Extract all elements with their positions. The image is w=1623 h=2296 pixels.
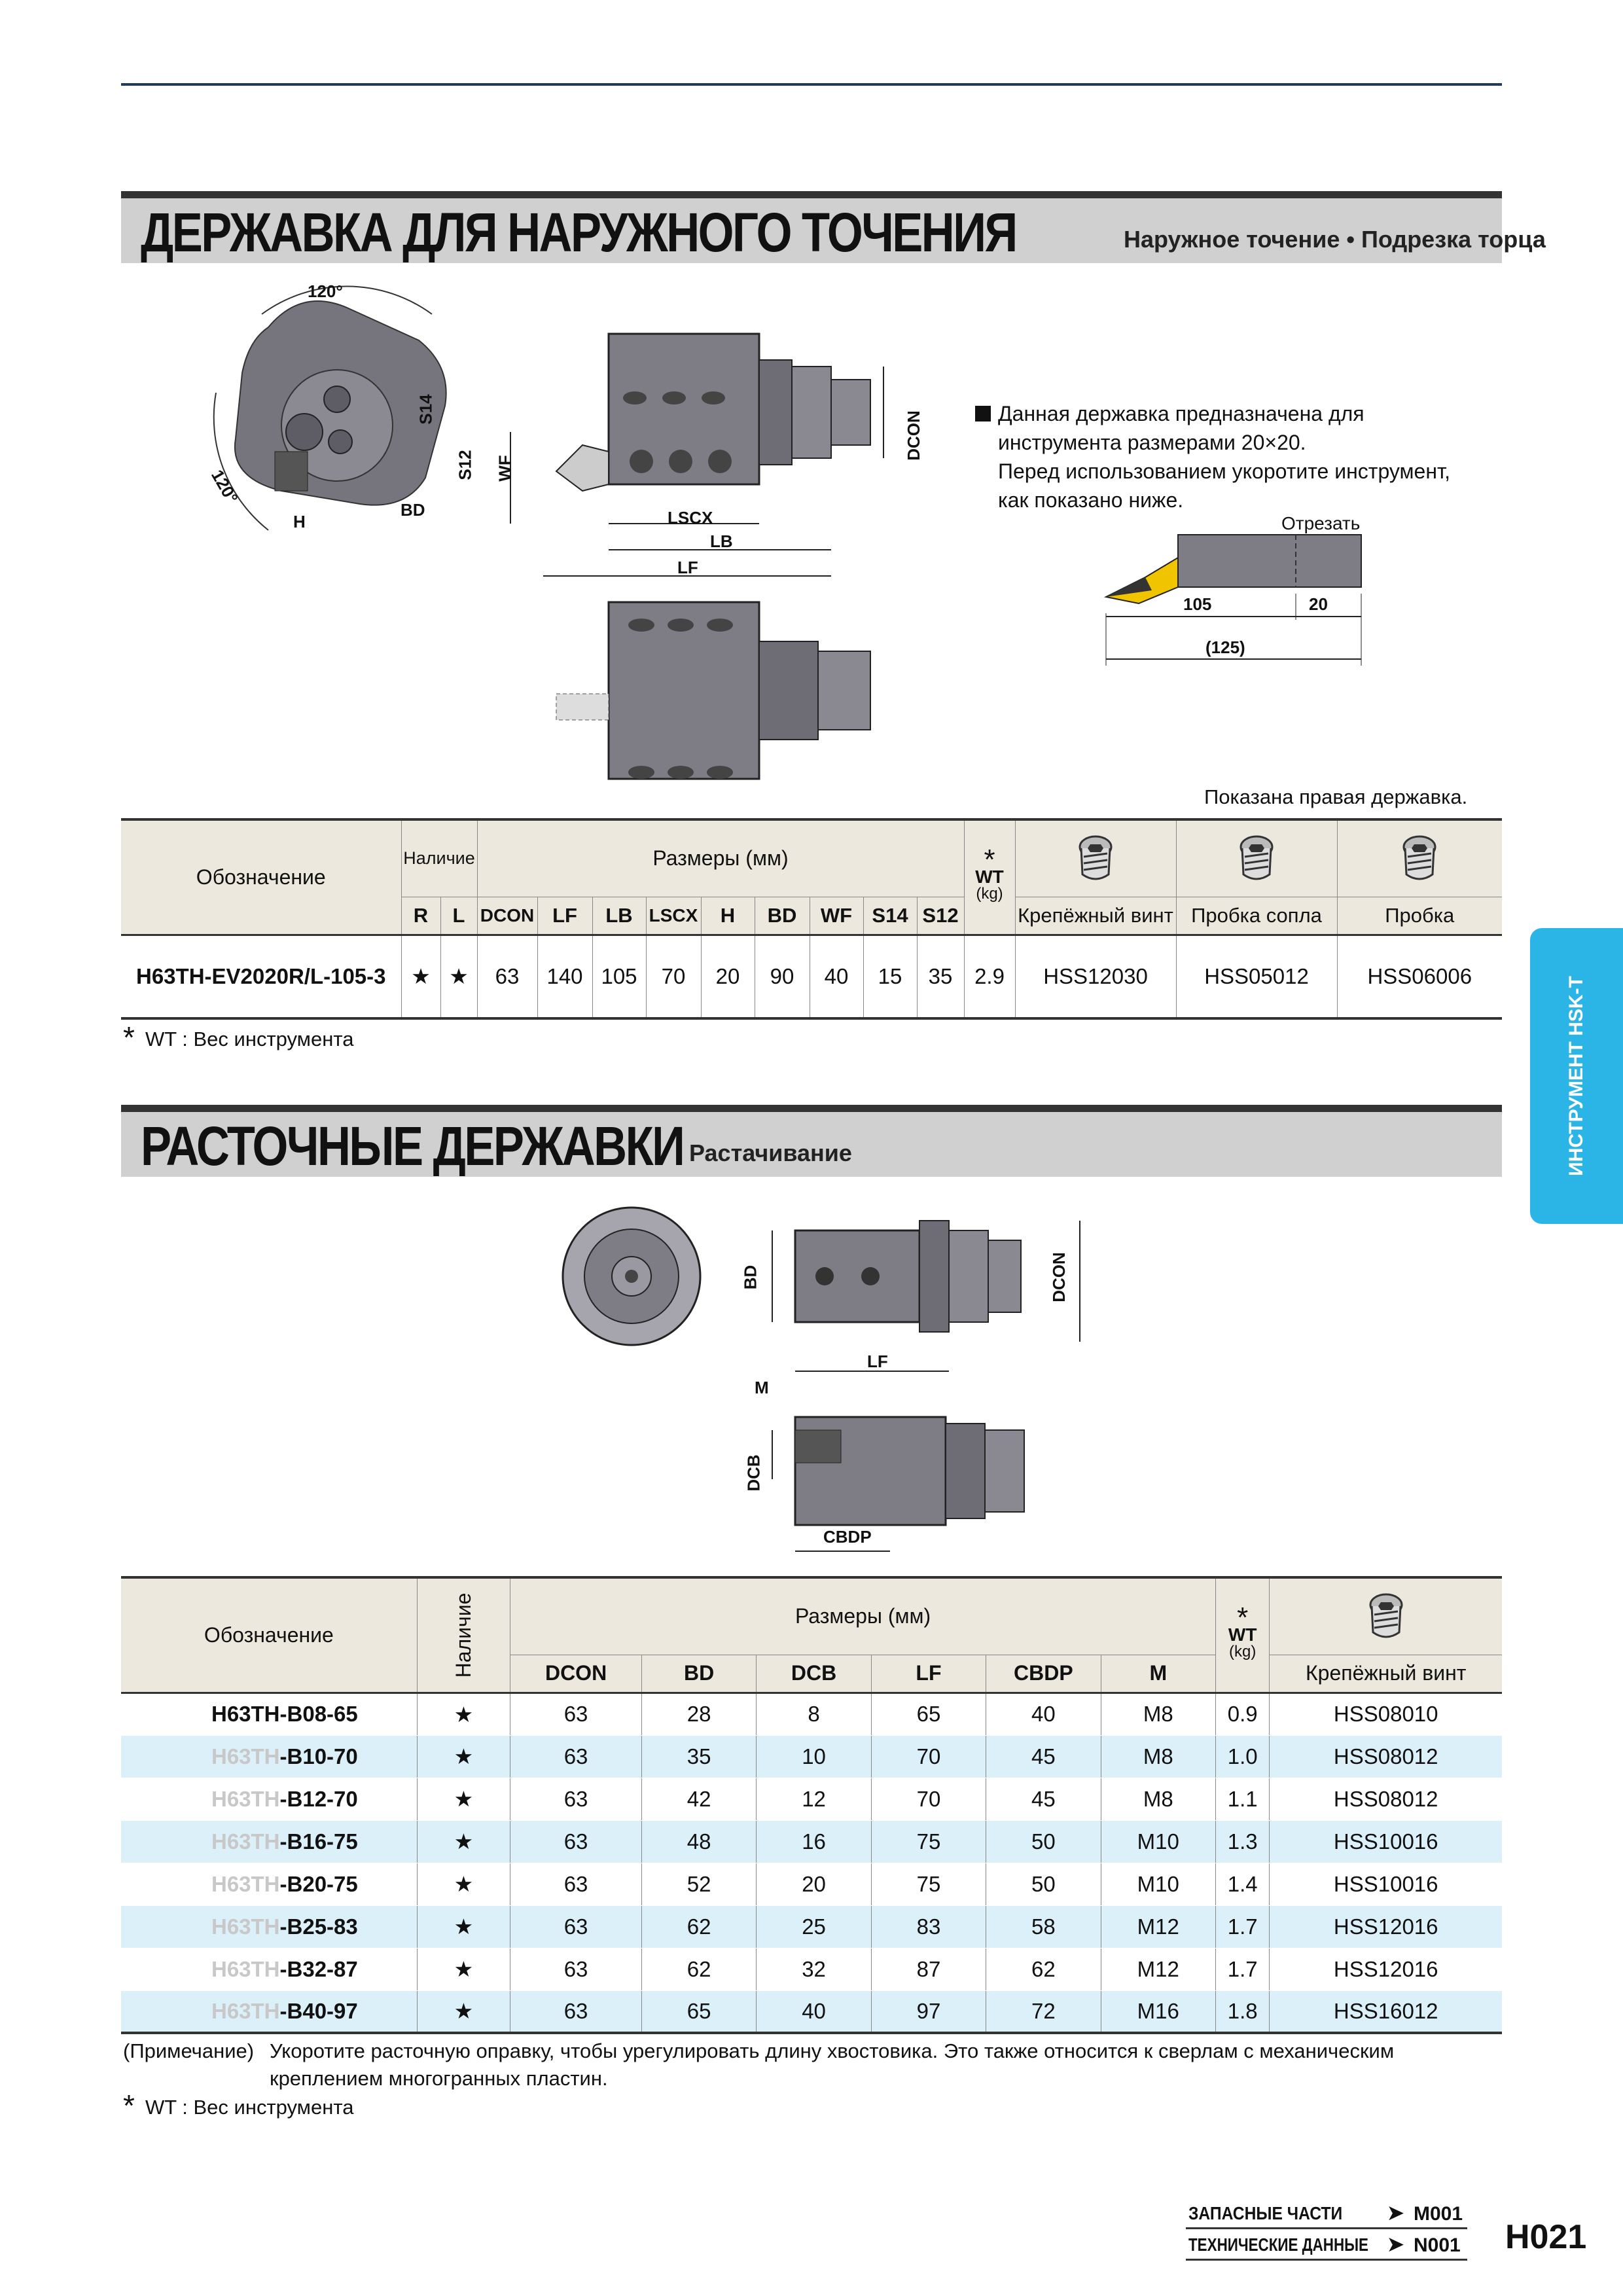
col-lf: LF	[537, 897, 592, 935]
table-row: H63TH-B20-75 ★ 63 52 20 75 50 M10 1.4 HSS10016	[121, 1863, 1502, 1905]
label-s12: S12	[455, 450, 475, 480]
table-row: H63TH-B08-65 ★ 63 28 8 65 40 M8 0.9 HSS08010	[121, 1693, 1502, 1735]
col-dcon: DCON	[477, 897, 537, 935]
col-l: L	[440, 897, 477, 935]
label-s14: S14	[416, 394, 436, 425]
label-lb: LB	[710, 531, 733, 551]
label-m: M	[755, 1378, 769, 1397]
footnote-wt: WT : Вес инструмента	[145, 2096, 354, 2119]
col-wt: * WT (kg)	[1215, 1577, 1269, 1693]
col-designation: Обозначение	[121, 819, 401, 935]
col-dcon: DCON	[510, 1655, 642, 1693]
section-subtitle: Наружное точение • Подрезка торца	[1124, 226, 1546, 253]
col-wf: WF	[810, 897, 863, 935]
dim-20: 20	[1309, 594, 1328, 614]
boring-holder-drawing	[550, 1204, 1113, 1571]
col-s12: S12	[917, 897, 964, 935]
cut-label: Отрезать	[1281, 513, 1361, 533]
col-cbdp: CBDP	[986, 1655, 1101, 1693]
col-plug: Пробка	[1337, 897, 1502, 935]
section-subtitle: Растачивание	[689, 1139, 852, 1166]
plug-icon	[1337, 819, 1502, 897]
row-code: H63TH-B25-83	[121, 1905, 417, 1948]
arrow-right-icon: ➤	[1387, 2234, 1404, 2255]
label-dcb: DCB	[743, 1454, 764, 1492]
turning-holder-drawing	[190, 275, 969, 798]
col-dimensions: Размеры (мм)	[477, 819, 964, 897]
row-code: H63TH-B40-97	[121, 1990, 417, 2033]
col-m: M	[1101, 1655, 1215, 1693]
footer-link-spare-parts[interactable]: ЗАПАСНЫЕ ЧАСТИ ➤ M001	[1186, 2200, 1467, 2229]
shown-right-caption: Показана правая державка.	[1204, 785, 1468, 808]
label-dcon: DCON	[1048, 1252, 1069, 1302]
col-bd: BD	[755, 897, 810, 935]
label-angle-left: 120°	[207, 466, 242, 507]
label-lf: LF	[677, 558, 698, 577]
row-code: H63TH-B32-87	[121, 1948, 417, 1990]
label-bd: BD	[401, 500, 425, 520]
col-availability: Наличие	[401, 819, 477, 897]
section-header-boring	[121, 1105, 1502, 1177]
footnote-star: *	[123, 2089, 135, 2123]
row-code: H63TH-B10-70	[121, 1735, 417, 1778]
row-code: H63TH-B20-75	[121, 1863, 417, 1905]
col-dimensions: Размеры (мм)	[510, 1577, 1216, 1655]
turning-holder-table	[121, 818, 1502, 1020]
table-row: H63TH-B25-83 ★ 63 62 25 83 58 M12 1.7 HSS12016	[121, 1905, 1502, 1948]
dim-105: 105	[1183, 594, 1212, 614]
label-wf: WF	[495, 455, 515, 482]
col-wt: * WT (kg)	[964, 819, 1015, 935]
boring-holder-table	[121, 1576, 1502, 2034]
remark-label: (Примечание)	[123, 2039, 255, 2062]
col-dcb: DCB	[757, 1655, 871, 1693]
arrow-right-icon: ➤	[1387, 2202, 1404, 2224]
row-code: H63TH-B12-70	[121, 1778, 417, 1820]
label-h: H	[293, 512, 306, 531]
top-rule	[121, 83, 1502, 86]
col-lscx: LSCX	[646, 897, 701, 935]
col-nozzle-plug: Пробка сопла	[1176, 897, 1337, 935]
row-code: H63TH-B16-75	[121, 1820, 417, 1863]
label-bd: BD	[740, 1265, 760, 1290]
col-lf: LF	[871, 1655, 986, 1693]
footer-link-tech-data[interactable]: ТЕХНИЧЕСКИЕ ДАННЫЕ ➤ N001	[1186, 2232, 1467, 2261]
col-availability: Наличие	[417, 1577, 510, 1693]
dim-125: (125)	[1205, 637, 1245, 657]
page-number: H021	[1505, 2218, 1587, 2256]
section-header-turning	[121, 191, 1546, 263]
screw-icon	[1270, 1577, 1502, 1655]
col-s14: S14	[863, 897, 917, 935]
table-row: H63TH-EV2020R/L-105-3 ★ ★ 63 140 105 70 20 90 40 15 35 2.9 HSS12030 HSS05012 HSS06006	[121, 935, 1502, 1018]
label-lscx: LSCX	[668, 508, 713, 528]
side-tab[interactable]: ИНСТРУМЕНТ HSK-T	[1530, 928, 1623, 1224]
label-lf: LF	[867, 1352, 888, 1371]
col-lb: LB	[592, 897, 646, 935]
row-code: H63TH-EV2020R/L-105-3	[121, 935, 401, 1018]
table-row: H63TH-B32-87 ★ 63 62 32 87 62 M12 1.7 HSS12016	[121, 1948, 1502, 1990]
note-bullet-icon	[975, 406, 991, 422]
col-bd: BD	[641, 1655, 756, 1693]
section-title: РАСТОЧНЫЕ ДЕРЖАВКИ	[141, 1115, 684, 1177]
label-dcon: DCON	[903, 410, 923, 461]
row-code: H63TH-B08-65	[121, 1693, 417, 1735]
col-designation: Обозначение	[121, 1577, 417, 1693]
note-text: Данная державка предназначена для инструмента размерами 20×20. Перед использованием укоротите инструмент, как показано ниже.	[998, 402, 1450, 512]
col-clamp-screw: Крепёжный винт	[1015, 897, 1176, 935]
remark-text: Укоротите расточную оправку, чтобы урегулировать длину хвостовика. Это также относится к сверлам с механическим креплением многогранных пластин.	[270, 2039, 1395, 2090]
screw-icon	[1015, 819, 1176, 897]
footnote-wt: WT : Вес инструмента	[145, 1028, 354, 1050]
col-r: R	[401, 897, 440, 935]
footnote-star: *	[123, 1020, 135, 1054]
nozzle-plug-icon	[1176, 819, 1337, 897]
col-h: H	[701, 897, 755, 935]
label-angle-top: 120°	[308, 281, 343, 301]
col-clamp-screw: Крепёжный винт	[1270, 1655, 1502, 1693]
label-cbdp: CBDP	[823, 1527, 872, 1547]
table-row: H63TH-B12-70 ★ 63 42 12 70 45 M8 1.1 HSS08012	[121, 1778, 1502, 1820]
section-title: ДЕРЖАВКА ДЛЯ НАРУЖНОГО ТОЧЕНИЯ	[141, 202, 1016, 263]
table-row: H63TH-B40-97 ★ 63 65 40 97 72 M16 1.8 HSS16012	[121, 1990, 1502, 2033]
table-row: H63TH-B16-75 ★ 63 48 16 75 50 M10 1.3 HSS10016	[121, 1820, 1502, 1863]
table-row: H63TH-B10-70 ★ 63 35 10 70 45 M8 1.0 HSS08012	[121, 1735, 1502, 1778]
